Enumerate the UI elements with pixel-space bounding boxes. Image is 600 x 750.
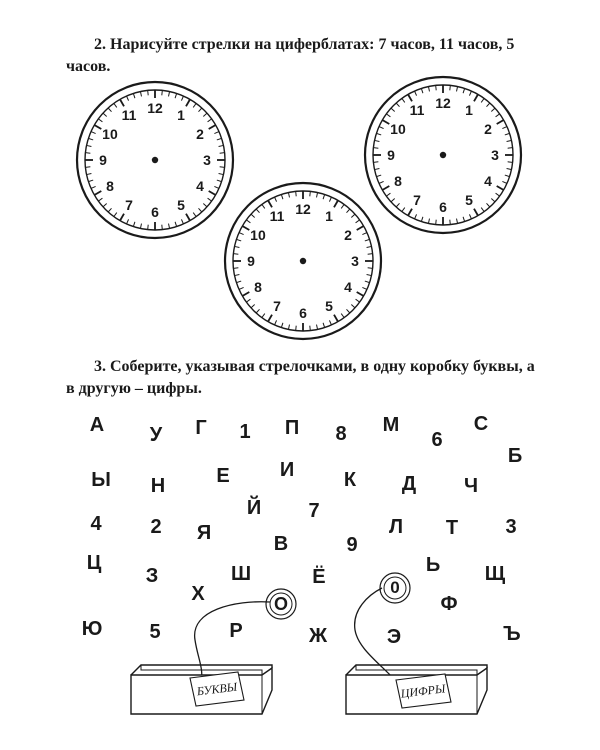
example-letter: О xyxy=(273,594,289,614)
symbol-item[interactable]: Г xyxy=(195,417,207,439)
symbol-item[interactable]: Ч xyxy=(463,475,479,497)
symbol-item[interactable]: У xyxy=(149,424,163,446)
clock-number: 3 xyxy=(351,253,359,269)
clock-number: 8 xyxy=(394,173,402,189)
clock-number: 4 xyxy=(196,178,204,194)
symbol-item[interactable]: П xyxy=(284,417,300,439)
clock-number: 12 xyxy=(435,95,451,111)
symbol-item[interactable]: 9 xyxy=(346,534,358,556)
symbol-item[interactable]: Ё xyxy=(312,566,326,588)
clock-number: 4 xyxy=(344,279,352,295)
symbol-item[interactable]: Й xyxy=(246,497,262,519)
clock-number: 4 xyxy=(484,173,492,189)
box-label-letters: БУКВЫ xyxy=(196,679,238,699)
clock-number: 9 xyxy=(99,152,107,168)
symbol-item[interactable]: 2 xyxy=(150,516,162,538)
clock-number: 12 xyxy=(295,201,311,217)
symbol-item[interactable]: Н xyxy=(150,475,166,497)
symbol-item[interactable]: Ф xyxy=(440,593,458,615)
clock-number: 1 xyxy=(325,207,333,224)
clock-number: 3 xyxy=(203,152,211,168)
symbol-item[interactable]: Ш xyxy=(230,563,252,585)
symbol-item[interactable]: С xyxy=(473,413,489,435)
clock-number: 6 xyxy=(151,204,159,220)
clock-number: 7 xyxy=(125,197,133,214)
clock-number: 11 xyxy=(121,106,137,123)
task-3-instruction: 3. Соберите, указывая стрелочками, в одну коробку буквы, а в другую – цифры. xyxy=(66,358,535,397)
symbol-item[interactable]: А xyxy=(89,414,105,436)
symbol-item[interactable]: Х xyxy=(191,583,205,605)
symbol-item[interactable]: Б xyxy=(507,445,523,467)
symbol-item[interactable]: В xyxy=(273,533,289,555)
symbol-item[interactable]: И xyxy=(279,459,295,481)
symbol-item[interactable]: Ь xyxy=(425,554,441,576)
symbol-item[interactable]: Э xyxy=(386,626,402,648)
symbol-item[interactable]: 4 xyxy=(90,513,102,535)
clock-number: 7 xyxy=(273,298,281,315)
clock-number: 10 xyxy=(102,126,118,142)
clock-number: 7 xyxy=(413,192,421,209)
clock-number: 5 xyxy=(177,197,185,214)
symbol-item[interactable]: М xyxy=(382,414,400,436)
symbol-item[interactable]: Ц xyxy=(86,552,102,574)
symbol-item[interactable]: Р xyxy=(229,620,243,642)
symbol-item[interactable]: Я xyxy=(196,522,212,544)
symbol-item[interactable]: 5 xyxy=(149,621,161,643)
clock-number: 1 xyxy=(465,101,473,118)
clock-number: 10 xyxy=(250,227,266,243)
symbol-item[interactable]: Щ xyxy=(484,563,506,585)
symbol-item[interactable]: К xyxy=(343,469,357,491)
clock-number: 8 xyxy=(254,279,262,295)
clock-number: 5 xyxy=(465,192,473,209)
clock-number: 10 xyxy=(390,121,406,137)
symbol-item[interactable]: 3 xyxy=(505,516,517,538)
clock-number: 11 xyxy=(269,207,285,224)
clock-number: 2 xyxy=(196,126,204,142)
clock-number: 9 xyxy=(247,253,255,269)
symbol-item[interactable]: Ы xyxy=(91,469,111,491)
symbol-item[interactable]: Е xyxy=(216,465,230,487)
symbol-item[interactable]: З xyxy=(145,565,159,587)
symbol-item[interactable]: 7 xyxy=(308,500,320,522)
clock-number: 2 xyxy=(484,121,492,137)
clock-number: 2 xyxy=(344,227,352,243)
clock-number: 9 xyxy=(387,147,395,163)
example-digit: 0 xyxy=(390,578,400,597)
clock-number: 1 xyxy=(177,106,185,123)
symbol-item[interactable]: Д xyxy=(401,473,417,495)
task-2-instruction: 2. Нарисуйте стрелки на циферблатах: 7 часов, 11 часов, 5 часов. xyxy=(66,36,515,75)
clock-number: 12 xyxy=(147,100,163,116)
symbol-item[interactable]: Т xyxy=(445,517,459,539)
symbol-item[interactable]: 1 xyxy=(239,421,251,443)
symbol-item[interactable]: 8 xyxy=(335,423,347,445)
symbol-item[interactable]: Л xyxy=(388,516,404,538)
symbol-item[interactable]: Ю xyxy=(81,618,103,640)
clock-number: 6 xyxy=(439,199,447,215)
clock-number: 11 xyxy=(409,101,425,118)
symbol-item[interactable]: Ъ xyxy=(503,623,521,645)
symbol-item[interactable]: 6 xyxy=(431,429,443,451)
clock-number: 5 xyxy=(325,298,333,315)
clock-number: 3 xyxy=(491,147,499,163)
clock-number: 8 xyxy=(106,178,114,194)
box-label-digits: ЦИФРЫ xyxy=(399,681,447,701)
symbol-item[interactable]: Ж xyxy=(308,625,328,647)
clock-number: 6 xyxy=(299,305,307,321)
